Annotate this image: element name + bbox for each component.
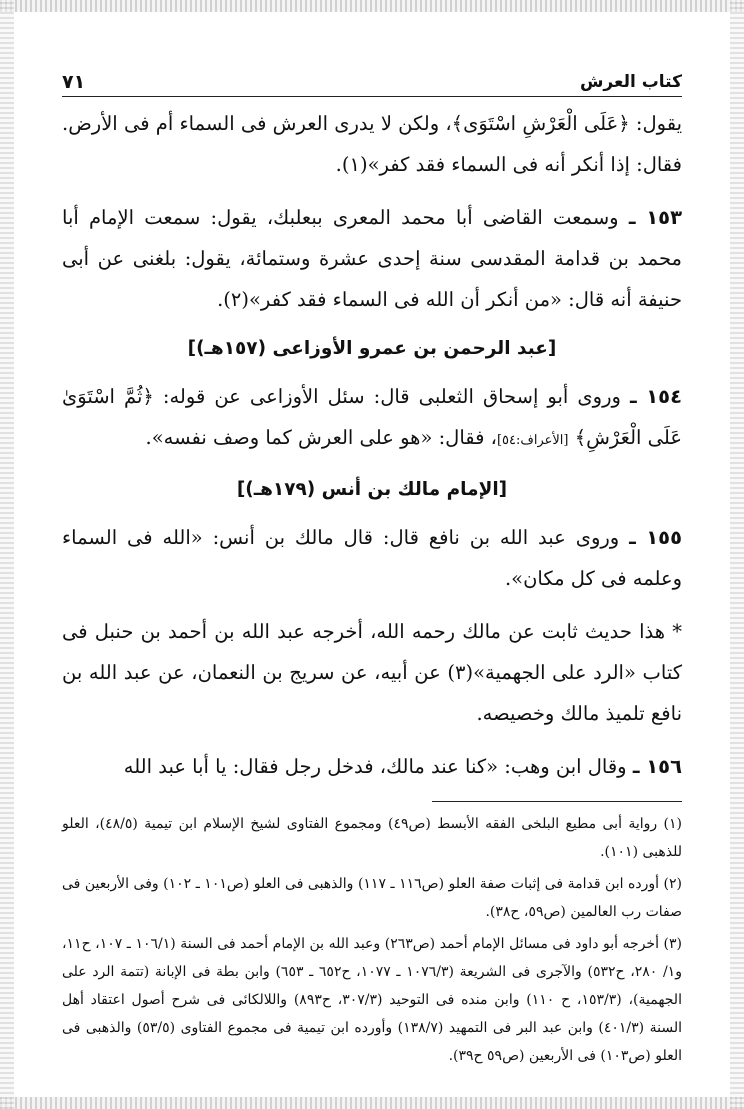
item-number-153: ١٥٣ ـ (628, 206, 682, 229)
paragraph-154-text-b: ، فقال: «هو على العرش كما وصف نفسه». (145, 426, 497, 449)
paragraph-156-text: وقال ابن وهب: «كنا عند مالك، فدخل رجل فقال: يا أبا عبد الله (123, 755, 633, 778)
page-body (62, 97, 682, 1070)
page-border-right (730, 0, 744, 1109)
paragraph-continued: يقول: ﴿عَلَى الْعَرْشِ اسْتَوَى﴾، ولكن لا يدرى العرش فى السماء أم فى الأرض. فقال: إذا أنكر أنه فى السماء فقد كفر»(١). (62, 112, 682, 176)
book-page (62, 58, 682, 1064)
paragraph-155 (62, 517, 682, 599)
paragraph-154-text-a: وروى أبو إسحاق الثعلبى قال: سئل الأوزاعى عن قوله: ﴿ثُمَّ اسْتَوَىٰ عَلَى الْعَرْشِ﴾ (62, 385, 682, 449)
footnote-separator (432, 801, 682, 802)
page-border-left (0, 0, 14, 1109)
paragraph-156 (62, 746, 682, 787)
paragraph-154 (62, 376, 682, 461)
paragraph-note: * هذا حديث ثابت عن مالك رحمه الله، أخرجه عبد الله بن أحمد بن حنبل فى كتاب «الرد على الجهمية»(٣) عن أبيه، عن سريج بن النعمان، عن عبد الله بن نافع تلميذ مالك وخصيصه. (62, 620, 682, 725)
item-number-155: ١٥٥ ـ (629, 526, 682, 549)
quran-reference: [الأعراف:٥٤] (496, 433, 569, 448)
footnote-1: (١) رواية أبى مطيع البلخى الفقه الأبسط (ص٤٩) ومجموع الفتاوى لشيخ الإسلام ابن تيمية (٤٨/٥)، العلو للذهبى (١٠١). (62, 816, 682, 860)
item-number-156: ١٥٦ ـ (632, 755, 682, 778)
item-number-154: ١٥٤ ـ (629, 385, 682, 408)
paragraph-155-text: وروى عبد الله بن نافع قال: قال مالك بن أنس: «الله فى السماء وعلمه فى كل مكان». (62, 526, 682, 590)
paragraph-153-text: وسمعت القاضى أبا محمد المعرى ببعلبك، يقول: سمعت الإمام أبا محمد بن قدامة المقدسى سنة إحدى عشرة وستمائة، يقول: بلغنى عن أبى حنيفة أنه قال: «من أنكر أن الله فى السماء فقد كفر»(٢). (62, 206, 682, 311)
page-number: ٧١ (62, 71, 86, 93)
running-header (62, 58, 682, 97)
paragraph-153 (62, 197, 682, 320)
section-heading-awzai: [عبد الرحمن بن عمرو الأوزاعى (١٥٧هـ)] (187, 338, 557, 359)
page-border-top (0, 0, 744, 12)
footnote-2: (٢) أورده ابن قدامة فى إثبات صفة العلو (ص١١٦ ـ ١١٧) والذهبى فى العلو (ص١٠١ ـ ١٠٢) وفى الأربعين فى صفات رب العالمين (ص٥٩، ح٣٨). (62, 876, 682, 920)
section-heading-malik: [الإمام مالك بن أنس (١٧٩هـ)] (236, 479, 508, 500)
page-border-bottom (0, 1097, 744, 1109)
footnote-3: (٣) أخرجه أبو داود فى مسائل الإمام أحمد (ص٢٦٣) وعبد الله بن الإمام أحمد فى السنة (١٠٦/١ ـ ١٠٧، ح١١، و١/ ٢٨٠، ح٥٣٢) والآجرى فى الشريعة (١٠٧٦/٣ ـ ١٠٧٧، ح٦٥٢ ـ ٦٥٣) وابن بطة فى الإبانة (تتمة الرد على الجهمية)، (١٥٣/٣، ح ١١٠) وابن منده فى التوحيد (٣٠٧/٣، ح٨٩٣) واللالكائى فى شرح أصول اعتقاد أهل السنة (٤٠١/٣) وابن عبد البر فى التمهيد (١٣٨/٧) وأورده ابن تيمية فى مجموع الفتاوى (٥٣/٥) والذهبى فى العلو (ص١٠٣) فى الأربعين (ص٥٩ ح٣٩). (62, 936, 682, 1064)
running-title: كتاب العرش (579, 72, 682, 92)
